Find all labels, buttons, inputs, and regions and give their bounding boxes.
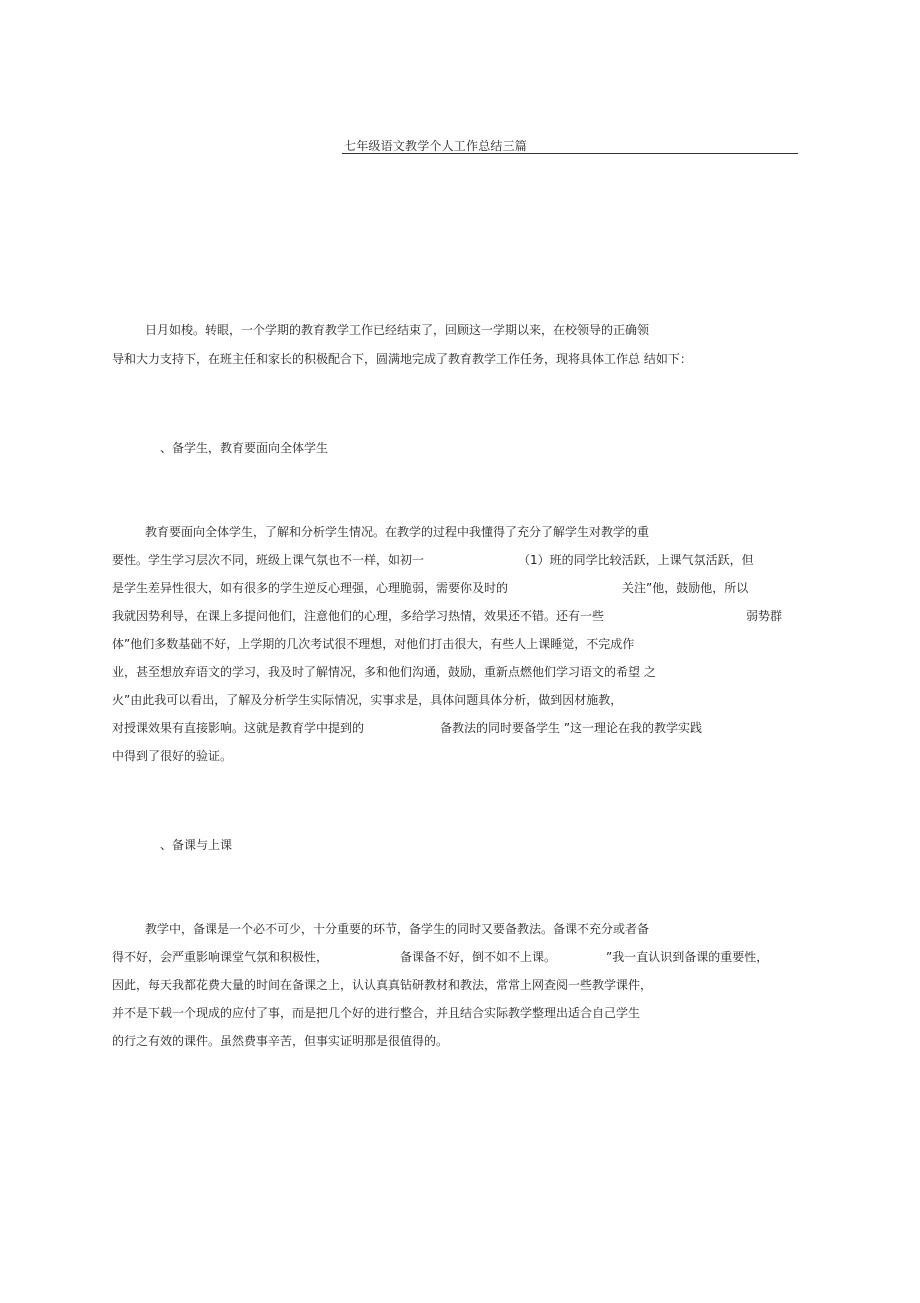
- document-title: 七年级语文教学个人工作总结三篇: [344, 139, 528, 153]
- s1-line-4b: 弱势群: [746, 609, 783, 623]
- s1-line-5: 体”他们多数基础不好，上学期的几次考试很不理想，对他们打击很大，有些人上课睡觉，不完成作: [112, 637, 635, 651]
- intro-line-2: 导和大力支持下，在班主任和家长的积极配合下，圆满地完成了教育教学工作任务，现将具体工作总 结如下：: [112, 352, 692, 366]
- s1-line-1: 教育要面向全体学生，了解和分析学生情况。在教学的过程中我懂得了充分了解学生对教学的重: [145, 525, 650, 539]
- s1-line-3a: 是学生差异性很大，如有很多的学生逆反心理强，心理脆弱，需要你及时的: [112, 581, 509, 595]
- s2-line-2a: 得不好，会严重影响课堂气氛和积极性，: [112, 950, 329, 964]
- s1-line-8a: 对授课效果有直接影响。这就是教育学中提到的: [112, 721, 365, 735]
- s2-line-2c: ”我一直认识到备课的重要性，: [606, 950, 769, 964]
- s1-line-2a: 要性。学生学习层次不同，班级上课气氛也不一样，如初一: [112, 553, 425, 567]
- section-heading-1: 、备学生，教育要面向全体学生: [160, 441, 329, 455]
- s2-line-4: 并不是下载一个现成的应付了事，而是把几个好的进行整合，并且结合实际教学整理出适合自己学生: [112, 1006, 641, 1020]
- intro-line-1: 日月如梭。转眼，一个学期的教育教学工作已经结束了，回顾这一学期以来，在校领导的正确领: [145, 323, 650, 337]
- s1-line-6: 业，甚至想放弃语文的学习，我及时了解情况，多和他们沟通，鼓励，重新点燃他们学习语文的希望 之: [112, 665, 656, 679]
- s2-line-1: 教学中，备课是一个必不可少，十分重要的环节，备学生的同时又要备教法。备课不充分或者备: [145, 922, 650, 936]
- s2-line-5: 的行之有效的课件。虽然费事辛苦，但事实证明那是很值得的。: [112, 1034, 449, 1048]
- s2-line-3: 因此，每天我都花费大量的时间在备课之上，认认真真钻研教材和教法，常常上网查阅一些教学课件，: [112, 978, 653, 992]
- s1-line-2b: （1）班的同学比较活跃，上课气氛活跃，但: [518, 553, 754, 567]
- section-heading-2: 、备课与上课: [160, 838, 233, 852]
- s1-line-7: 火”由此我可以看出，了解及分析学生实际情况，实事求是，具体问题具体分析，做到因材施教，: [112, 693, 623, 707]
- s1-line-4a: 我就因势利导，在课上多提问他们，注意他们的心理，多给学习热情，效果还不错。还有一些: [112, 609, 605, 623]
- header-rule: [342, 153, 798, 154]
- s1-line-9: 中得到了很好的验证。: [112, 749, 233, 763]
- s2-line-2b: 备课备不好，倒不如不上课。: [400, 950, 557, 964]
- s1-line-3b: 关注”他，鼓励他，所以: [622, 581, 749, 595]
- s1-line-8b: 备教法的同时要备学生 ”这一理论在我的教学实践: [440, 721, 703, 735]
